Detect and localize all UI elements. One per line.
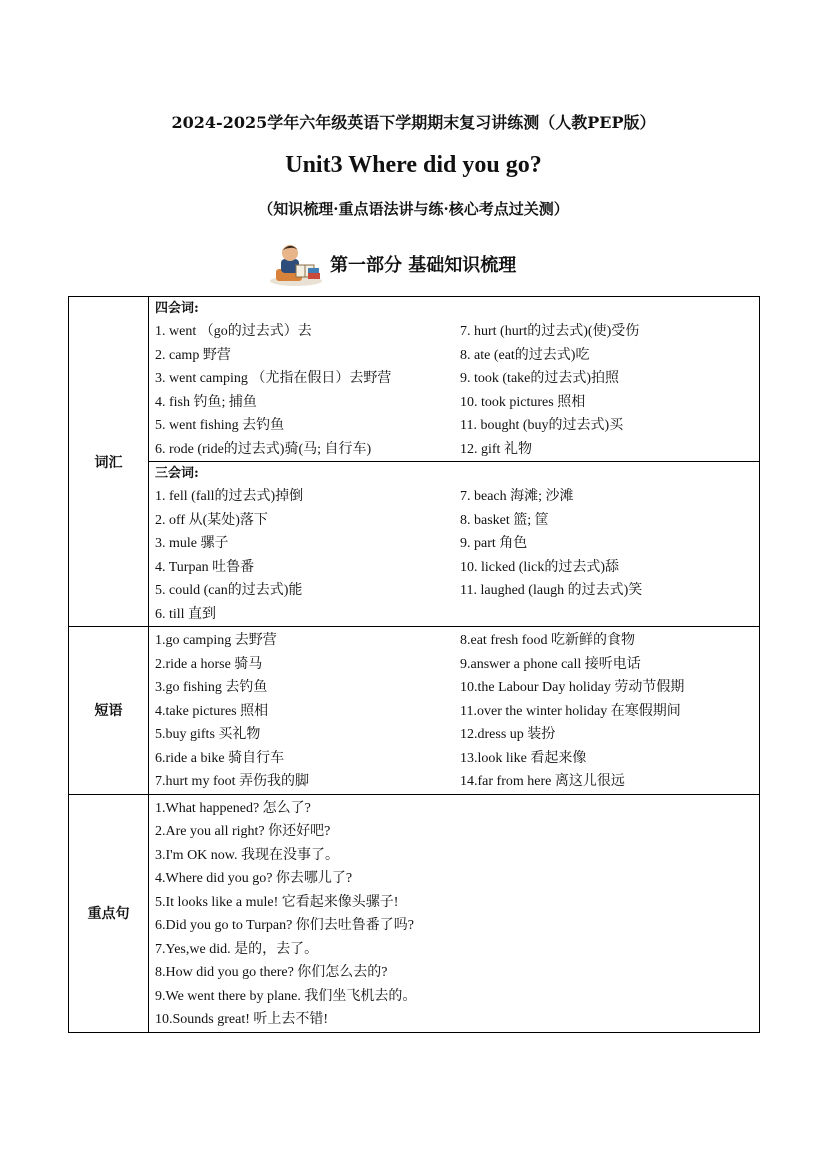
list-item xyxy=(149,676,759,700)
word-item: 1. fell (fall的过去式)掉倒 xyxy=(155,489,304,504)
list-item xyxy=(149,509,759,533)
phrase-item: 3.go fishing 去钓鱼 xyxy=(155,680,268,695)
section-title: 第一部分 基础知识梳理 xyxy=(330,255,517,276)
list-item xyxy=(149,438,759,462)
phrase-item: 6.ride a bike 骑自行车 xyxy=(155,750,285,766)
unit-title: Unit3 Where did you go? xyxy=(285,152,542,178)
word-item: 5. could (can的过去式)能 xyxy=(155,583,303,598)
word-item: 11. bought (buy的过去式)买 xyxy=(460,418,624,433)
word-item: 12. gift 礼物 xyxy=(460,441,532,457)
sentence-content xyxy=(149,794,760,1032)
list-item xyxy=(149,629,759,653)
word-item: 11. laughed (laugh 的过去式)笑 xyxy=(460,583,643,598)
document-subtitle: （知识梳理·重点语法讲与练·核心考点过关测） xyxy=(258,200,569,218)
word-item: 9. took (take的过去式)拍照 xyxy=(460,371,620,386)
word-item: 5. went fishing 去钓鱼 xyxy=(155,418,285,433)
list-item xyxy=(149,723,759,747)
list-item xyxy=(149,485,759,509)
word-item: 6. rode (ride的过去式)骑(马; 自行车) xyxy=(155,441,372,457)
list-item xyxy=(149,579,759,603)
list-item xyxy=(149,367,759,391)
knowledge-table xyxy=(68,296,760,1033)
sentence-item: 6.Did you go to Turpan? 你们去吐鲁番了吗? xyxy=(155,918,414,933)
three-skill-title: 三会词: xyxy=(155,466,199,481)
sentence-item: 9.We went there by plane. 我们坐飞机去的。 xyxy=(155,988,417,1004)
phrase-item: 11.over the winter holiday 在寒假期间 xyxy=(460,703,681,719)
word-item: 3. went camping （尤指在假日）去野营 xyxy=(155,371,392,386)
word-item: 10. took pictures 照相 xyxy=(460,394,586,410)
phrase-row xyxy=(69,627,760,795)
phrase-item: 4.take pictures 照相 xyxy=(155,703,269,719)
phrase-item: 1.go camping 去野营 xyxy=(155,633,277,648)
list-item xyxy=(149,556,759,580)
list-item xyxy=(149,320,759,344)
list-item xyxy=(149,414,759,438)
word-item: 2. camp 野营 xyxy=(155,347,231,363)
list-item xyxy=(149,344,759,368)
sentence-item: 5.It looks like a mule! 它看起来像头骡子! xyxy=(155,894,399,910)
word-item: 8. basket 篮; 筐 xyxy=(460,512,549,528)
list-item xyxy=(149,532,759,556)
list-item xyxy=(149,391,759,415)
phrase-item: 12.dress up 装扮 xyxy=(460,727,556,742)
word-item: 7. hurt (hurt的过去式)(使)受伤 xyxy=(460,324,640,339)
three-skill-words xyxy=(149,462,759,626)
word-item: 4. fish 钓鱼; 捕鱼 xyxy=(155,394,257,410)
word-item: 7. beach 海滩; 沙滩 xyxy=(460,489,574,504)
sentence-item: 1.What happened? 怎么了? xyxy=(155,800,311,816)
sentence-item: 2.Are you all right? 你还好吧? xyxy=(155,824,331,839)
vocab-label: 词汇 xyxy=(69,297,149,627)
sentence-label: 重点句 xyxy=(69,794,149,1032)
section-heading xyxy=(268,240,516,288)
list-item xyxy=(149,770,759,794)
word-item: 4. Turpan 吐鲁番 xyxy=(155,559,255,575)
word-item: 9. part 角色 xyxy=(460,536,528,551)
phrase-item: 14.far from here 离这儿很远 xyxy=(460,774,625,789)
sentence-item: 7.Yes,we did. 是的，去了。 xyxy=(155,941,319,957)
sentence-item: 8.How did you go there? 你们怎么去的? xyxy=(155,965,388,980)
list-item xyxy=(149,747,759,771)
four-skill-words xyxy=(149,297,759,462)
reading-child-icon xyxy=(268,241,324,287)
word-item: 8. ate (eat的过去式)吃 xyxy=(460,347,590,363)
vocab-content xyxy=(149,297,760,627)
phrase-item: 8.eat fresh food 吃新鲜的食物 xyxy=(460,633,635,648)
list-item xyxy=(149,653,759,677)
word-item: 1. went （go的过去式）去 xyxy=(155,324,312,339)
word-item: 10. licked (lick的过去式)舔 xyxy=(460,559,620,575)
phrase-item: 13.look like 看起来像 xyxy=(460,750,587,766)
sentence-item: 10.Sounds great! 听上去不错! xyxy=(155,1012,329,1027)
phrase-item: 2.ride a horse 骑马 xyxy=(155,656,263,672)
phrase-item: 9.answer a phone call 接听电话 xyxy=(460,656,641,672)
phrase-content xyxy=(149,627,760,795)
sentence-item: 4.Where did you go? 你去哪儿了? xyxy=(155,871,353,886)
word-item: 2. off 从(某处)落下 xyxy=(155,512,268,528)
word-item: 6. till 直到 xyxy=(155,606,217,622)
phrase-item: 5.buy gifts 买礼物 xyxy=(155,727,261,742)
phrase-item: 10.the Labour Day holiday 劳动节假期 xyxy=(460,680,685,695)
word-item xyxy=(460,603,759,627)
four-skill-title: 四会词: xyxy=(155,301,199,316)
document-title: 2024-2025学年六年级英语下学期期末复习讲练测（人教PEP版） xyxy=(171,113,656,132)
word-item: 3. mule 骡子 xyxy=(155,536,229,551)
list-item xyxy=(149,603,759,627)
phrase-label: 短语 xyxy=(69,627,149,795)
phrase-item: 7.hurt my foot 弄伤我的脚 xyxy=(155,774,309,789)
sentence-row xyxy=(69,794,760,1032)
vocab-row xyxy=(69,297,760,627)
sentence-item: 3.I'm OK now. 我现在没事了。 xyxy=(155,847,339,863)
list-item xyxy=(149,700,759,724)
